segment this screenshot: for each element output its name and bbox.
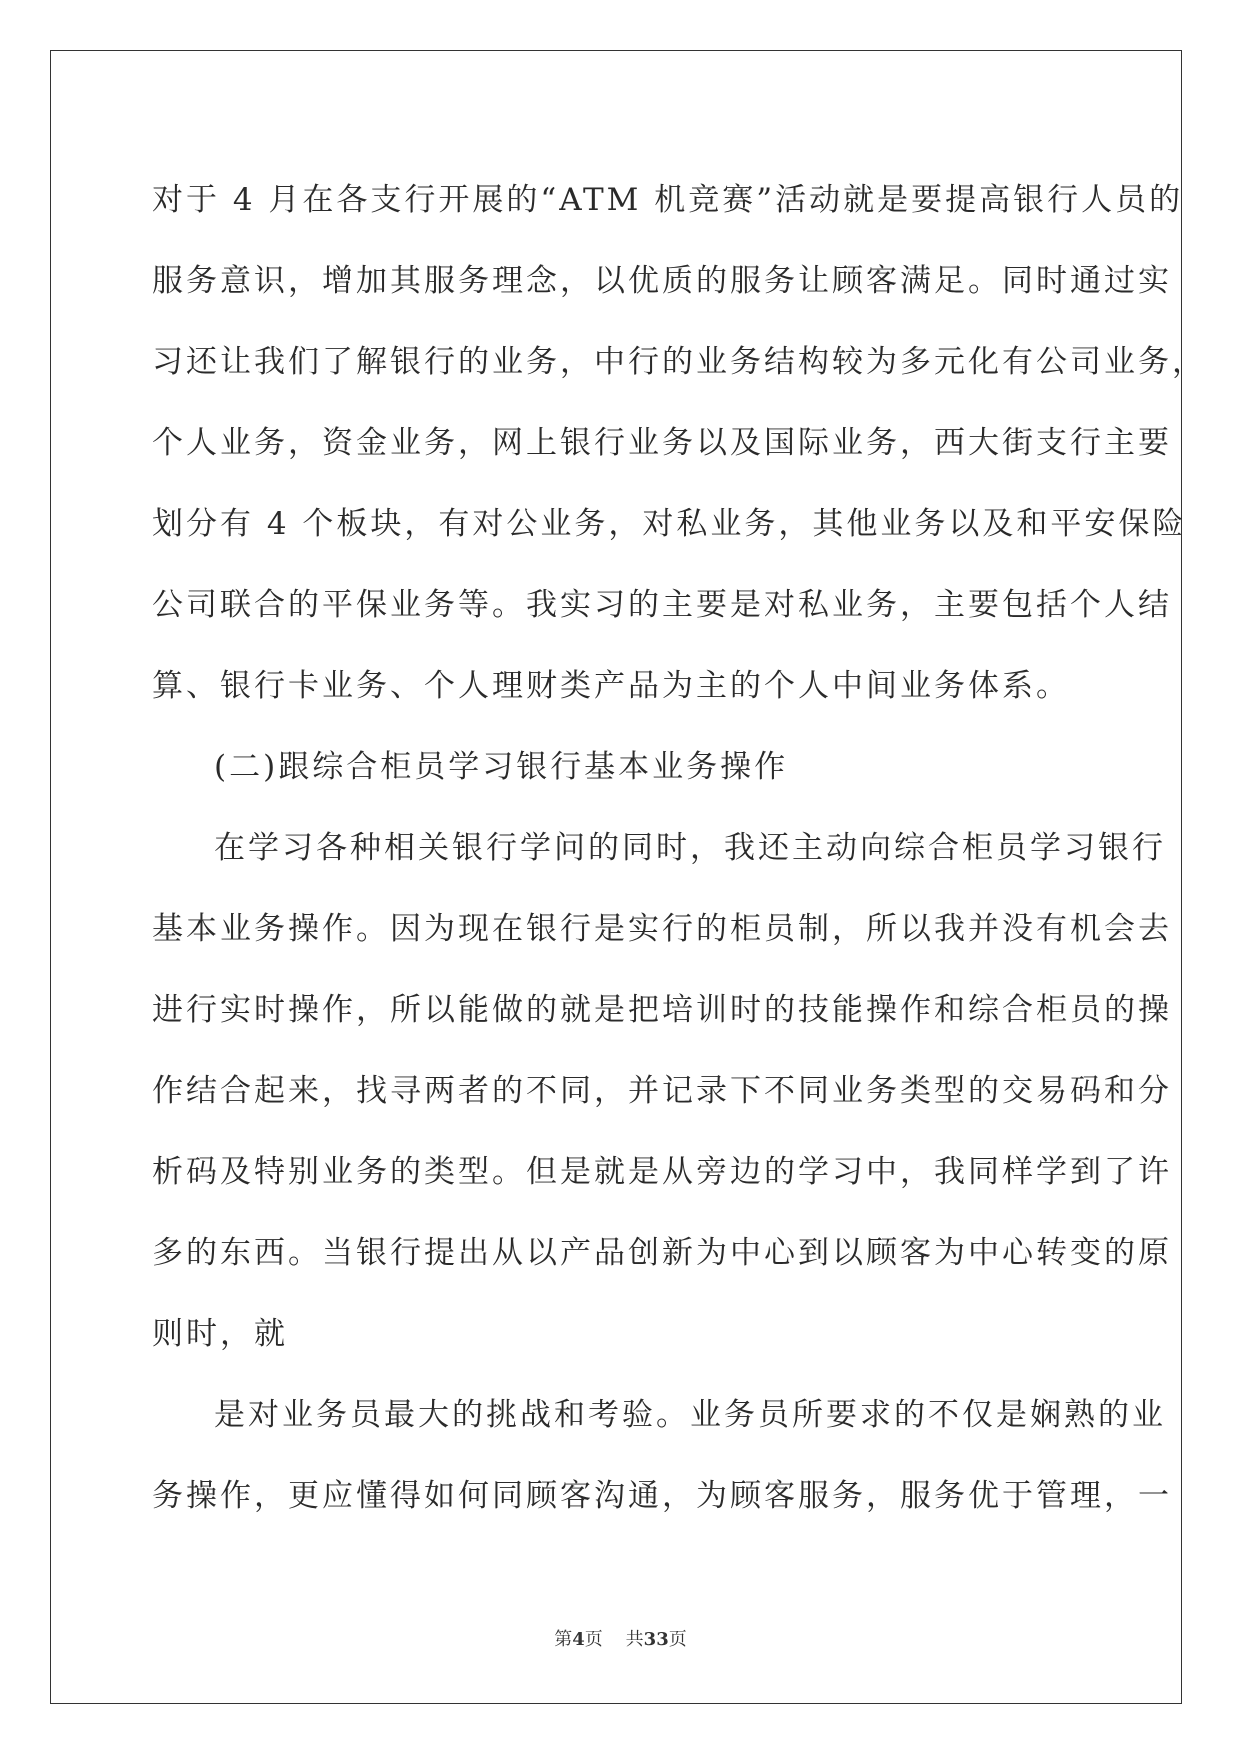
- text-line: 在学习各种相关银行学问的同时，我还主动向综合柜员学习银行: [214, 830, 1166, 866]
- page-footer: [0, 1628, 1241, 1652]
- page-number: 4: [572, 1629, 585, 1650]
- footer-page-suffix: 页: [584, 1629, 603, 1650]
- text-line: 则时，就: [152, 1316, 288, 1352]
- footer-prefix: 第: [554, 1629, 573, 1650]
- text-line: 析码及特别业务的类型。但是就是从旁边的学习中，我同样学到了许: [152, 1154, 1172, 1190]
- text-line: 多的东西。当银行提出从以产品创新为中心到以顾客为中心转变的原: [152, 1235, 1172, 1271]
- text-line: 作结合起来，找寻两者的不同，并记录下不同业务类型的交易码和分: [152, 1073, 1172, 1109]
- text-line: 务操作，更应懂得如何同顾客沟通，为顾客服务，服务优于管理，一: [152, 1478, 1172, 1514]
- text-line: 习还让我们了解银行的业务，中行的业务结构较为多元化有公司业务，: [152, 344, 1206, 380]
- text-line: 服务意识，增加其服务理念，以优质的服务让顾客满足。同时通过实: [152, 263, 1172, 299]
- text-line: 公司联合的平保业务等。我实习的主要是对私业务，主要包括个人结: [152, 587, 1172, 623]
- total-pages: 33: [643, 1629, 669, 1650]
- footer-total-prefix: 共: [625, 1629, 644, 1650]
- document-body: [152, 160, 1206, 1537]
- section-heading: (二)跟综合柜员学习银行基本业务操作: [214, 749, 789, 785]
- text-line: 个人业务，资金业务，网上银行业务以及国际业务，西大街支行主要: [152, 425, 1172, 461]
- footer-total-suffix: 页: [668, 1629, 687, 1650]
- text-line: 是对业务员最大的挑战和考验。业务员所要求的不仅是娴熟的业: [214, 1397, 1166, 1433]
- text-line: 进行实时操作，所以能做的就是把培训时的技能操作和综合柜员的操: [152, 992, 1172, 1028]
- text-line: 对于 4 月在各支行开展的“ATM 机竞赛”活动就是要提高银行人员的: [152, 182, 1184, 218]
- text-line: 划分有 4 个板块，有对公业务，对私业务，其他业务以及和平安保险: [152, 506, 1187, 542]
- text-line: 算、银行卡业务、个人理财类产品为主的个人中间业务体系。: [152, 668, 1070, 704]
- text-line: 基本业务操作。因为现在银行是实行的柜员制，所以我并没有机会去: [152, 911, 1172, 947]
